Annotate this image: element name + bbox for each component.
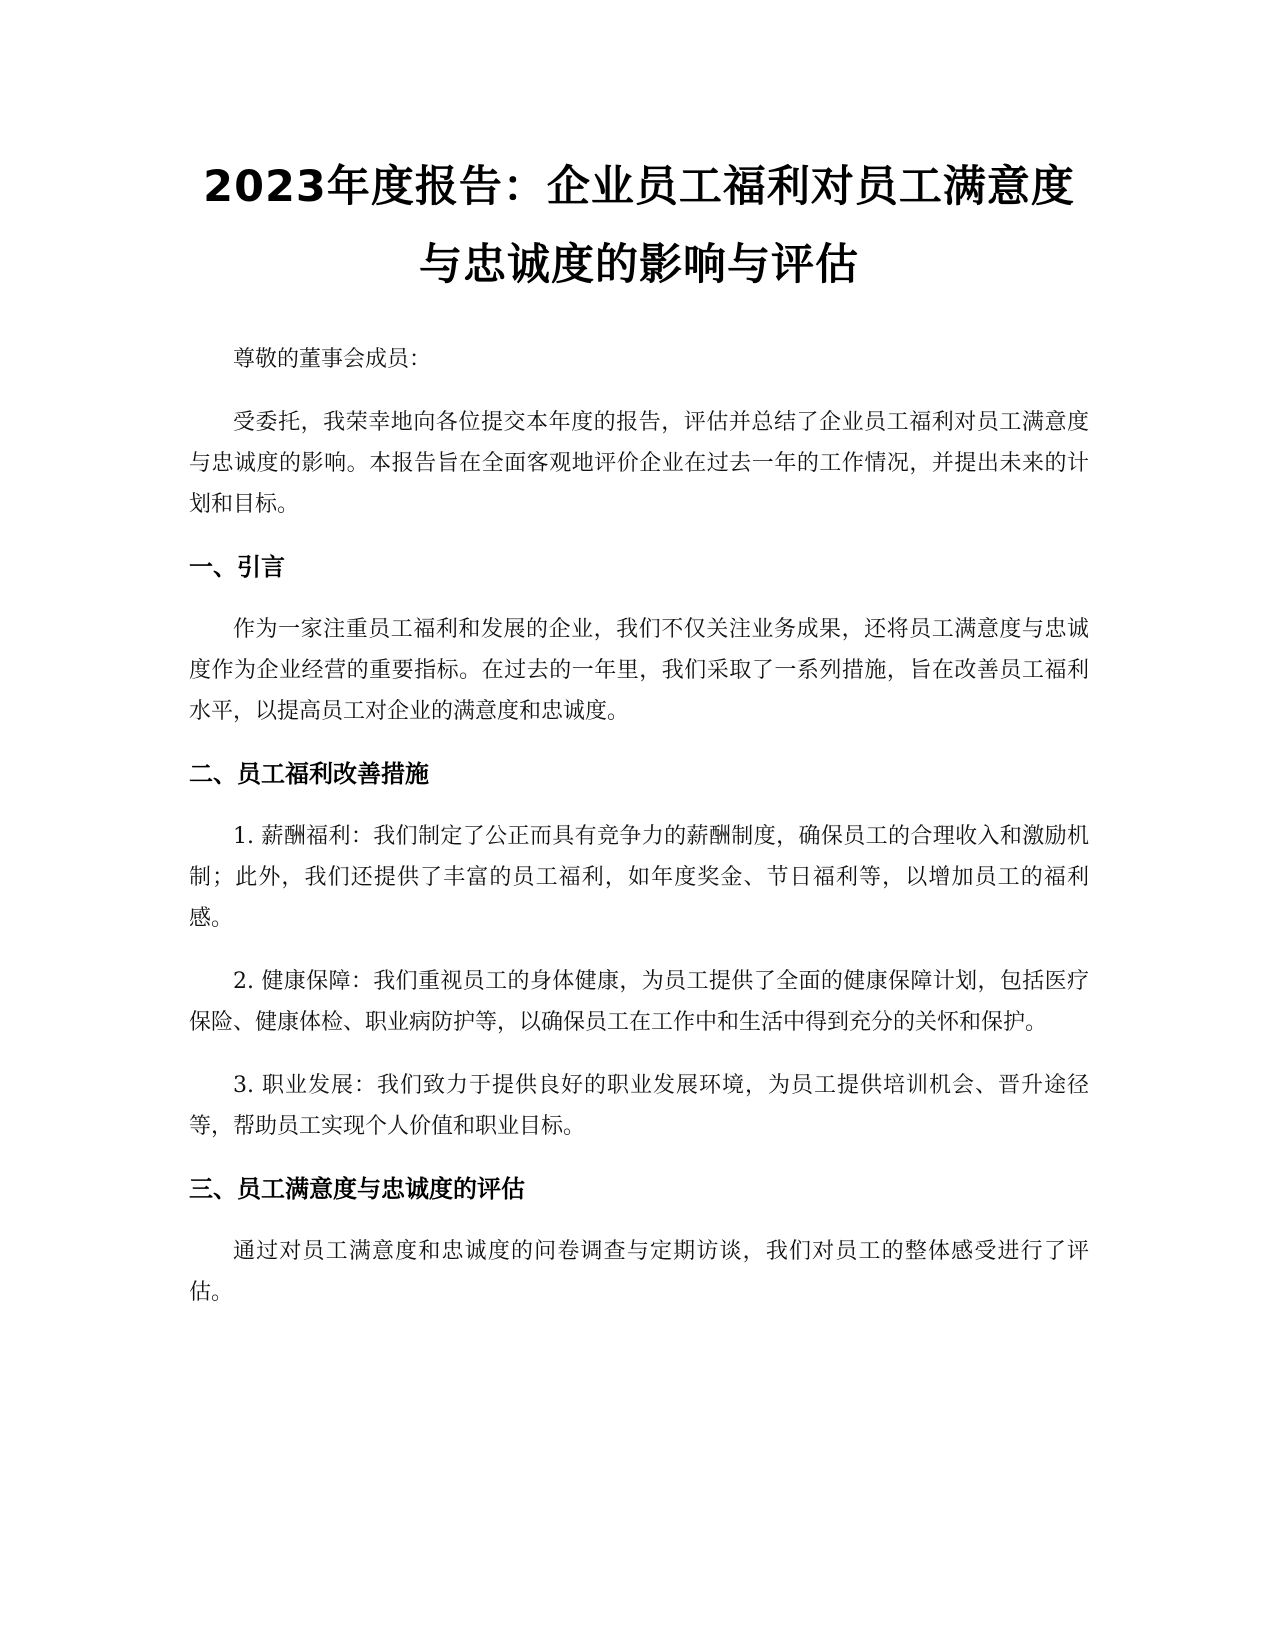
welfare-item-health: 2. 健康保障：我们重视员工的身体健康，为员工提供了全面的健康保障计划，包括医疗保险、健康体检、职业病防护等，以确保员工在工作中和生活中得到充分的关怀和保护。 xyxy=(189,969,1089,1035)
introduction-paragraph: 作为一家注重员工福利和发展的企业，我们不仅关注业务成果，还将员工满意度与忠诚度作为企业经营的重要指标。在过去的一年里，我们采取了一系列措施，旨在改善员工福利水平，以提高员工对企业的满意度和忠诚度。 xyxy=(189,617,1089,724)
document-title xyxy=(189,148,1089,304)
section-heading-evaluation: 三、员工满意度与忠诚度的评估 xyxy=(189,1175,525,1203)
document-body xyxy=(189,148,1089,1313)
intro-paragraph: 受委托，我荣幸地向各位提交本年度的报告，评估并总结了企业员工福利对员工满意度与忠诚度的影响。本报告旨在全面客观地评价企业在过去一年的工作情况，并提出未来的计划和目标。 xyxy=(189,410,1089,517)
salutation: 尊敬的董事会成员： xyxy=(233,347,432,372)
section-heading-welfare-measures: 二、员工福利改善措施 xyxy=(189,760,429,788)
welfare-item-career: 3. 职业发展：我们致力于提供良好的职业发展环境，为员工提供培训机会、晋升途径等，帮助员工实现个人价值和职业目标。 xyxy=(189,1073,1089,1139)
title-line-2: 与忠诚度的影响与评估 xyxy=(419,240,859,290)
welfare-item-salary: 1. 薪酬福利：我们制定了公正而具有竞争力的薪酬制度，确保员工的合理收入和激励机制；此外，我们还提供了丰富的员工福利，如年度奖金、节日福利等，以增加员工的福利感。 xyxy=(189,824,1089,931)
title-line-1: 2023年度报告：企业员工福利对员工满意度 xyxy=(203,162,1075,212)
evaluation-paragraph: 通过对员工满意度和忠诚度的问卷调查与定期访谈，我们对员工的整体感受进行了评估。 xyxy=(189,1239,1089,1305)
section-heading-introduction: 一、引言 xyxy=(189,553,285,581)
